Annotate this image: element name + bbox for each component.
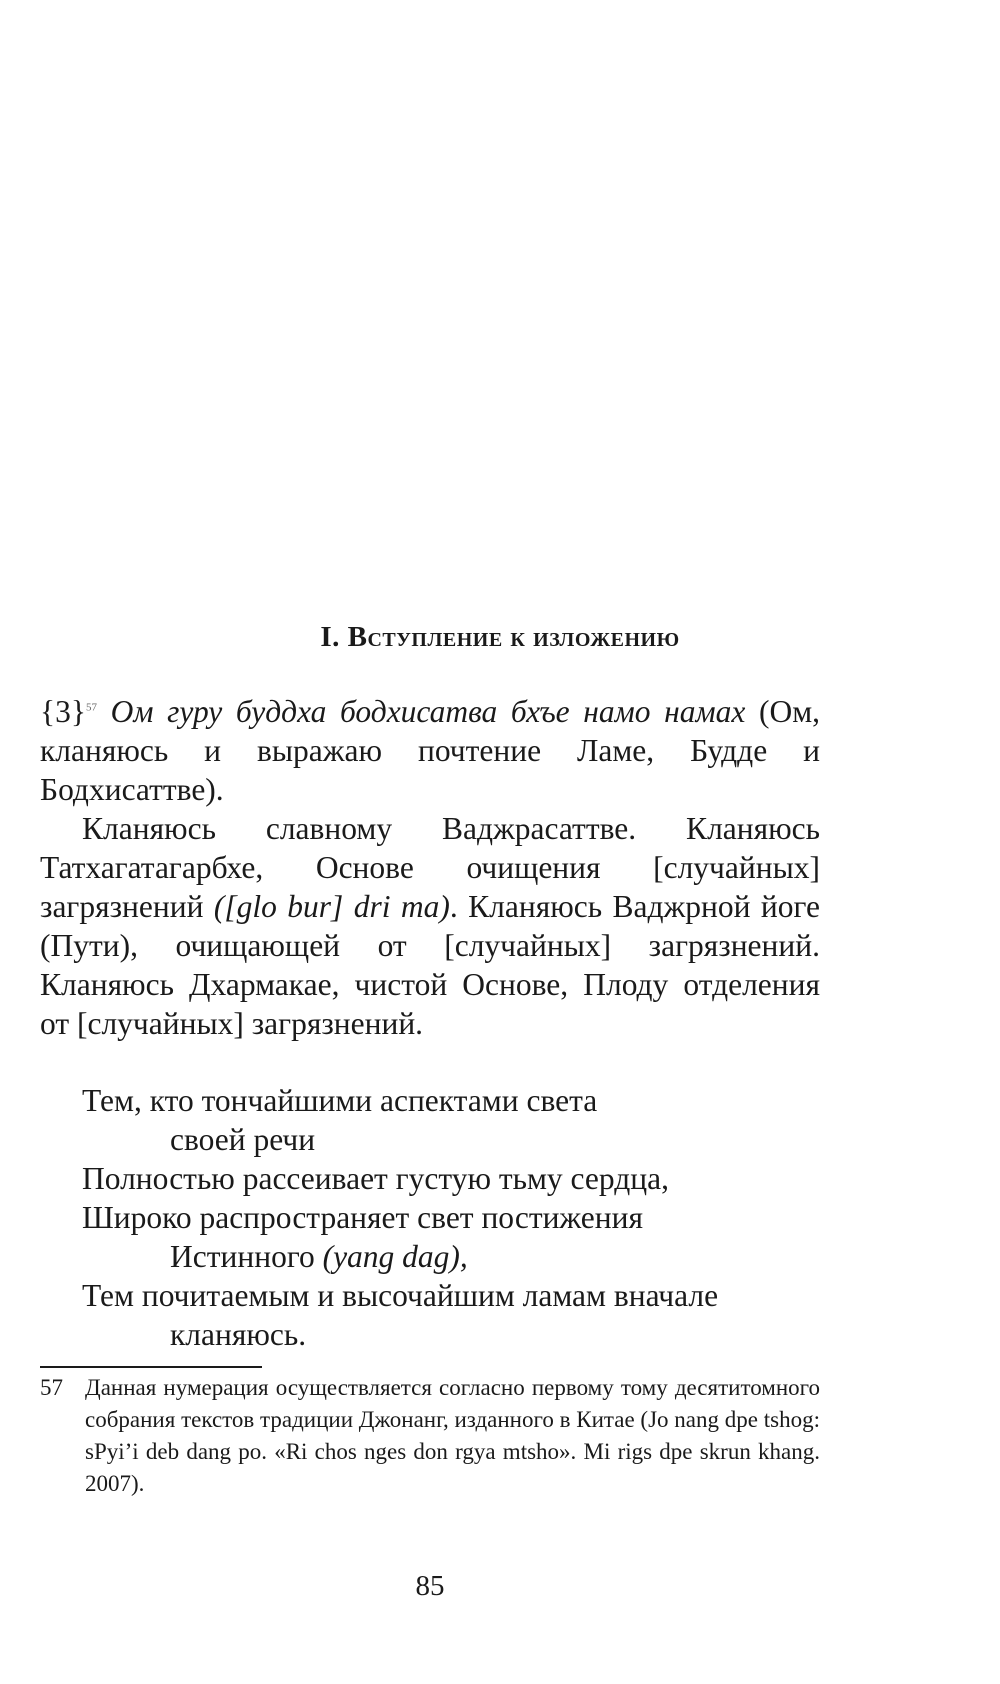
verse-line-1: Тем, кто тончайшими аспектами света [82, 1083, 598, 1118]
verse-block [82, 1081, 842, 1354]
verse-line-4-continuation: кланяюсь. [170, 1317, 307, 1352]
tibetan-term: ([glo bur] dri ma) [213, 889, 450, 924]
verse-tibetan-term: (yang dag), [322, 1239, 468, 1274]
verse-line-3: Широко распространяет свет постижения [82, 1200, 643, 1235]
verse-line-3-continuation [82, 1237, 842, 1276]
main-text [40, 692, 820, 1043]
verse-line-1-continuation: своей речи [170, 1122, 316, 1157]
intro-paragraph [40, 692, 820, 809]
footnote-number: 57 [40, 1375, 63, 1400]
verse-line-2: Полностью рассеивает густую тьму сердца, [82, 1161, 669, 1196]
verse-line-3-cont-text: Истинного [170, 1239, 323, 1274]
mantra-text: Ом гуру буддха бодхисатва бхъе намо намах [110, 694, 746, 729]
section-heading: I. Вступление к изложению [320, 621, 680, 653]
mantra-translation: (Ом, кланяюсь и выражаю почтение Ламе, Будде и Бодхисаттве). [40, 694, 821, 807]
verse-line-4: Тем почитаемым и высочайшим ламам вначале [82, 1278, 719, 1313]
page-number: 85 [415, 1570, 445, 1602]
footnote-text: Данная нумерация осуществляется согласно первому тому десятитомного собрания текстов традиции Джонанг, изданного в Китае (Jo nang dpe tshog: sPyi’i deb dang po. «Ri chos nges don rgya mtsho». Mi rigs dpe skrun khang. 2007). [85, 1375, 820, 1496]
footnote-divider [40, 1366, 262, 1368]
homage-paragraph [40, 809, 820, 1043]
section-number: {3} [40, 694, 86, 729]
homage-text-part1: Кланяюсь славному Ваджрасаттве. Кланяюсь Татхагатагарбхе, Основе очищения [случайных] загрязнений [40, 811, 820, 924]
homage-text-part2: . Кланяюсь Ваджрной йоге (Пути), очищающей от [случайных] загрязнений. Кланяюсь Дхармакае, чистой Основе, Плоду отделения от [случайных] загрязнений. [40, 889, 821, 1041]
footnote [40, 1372, 820, 1500]
footnote-reference[interactable]: 57 [86, 701, 97, 714]
